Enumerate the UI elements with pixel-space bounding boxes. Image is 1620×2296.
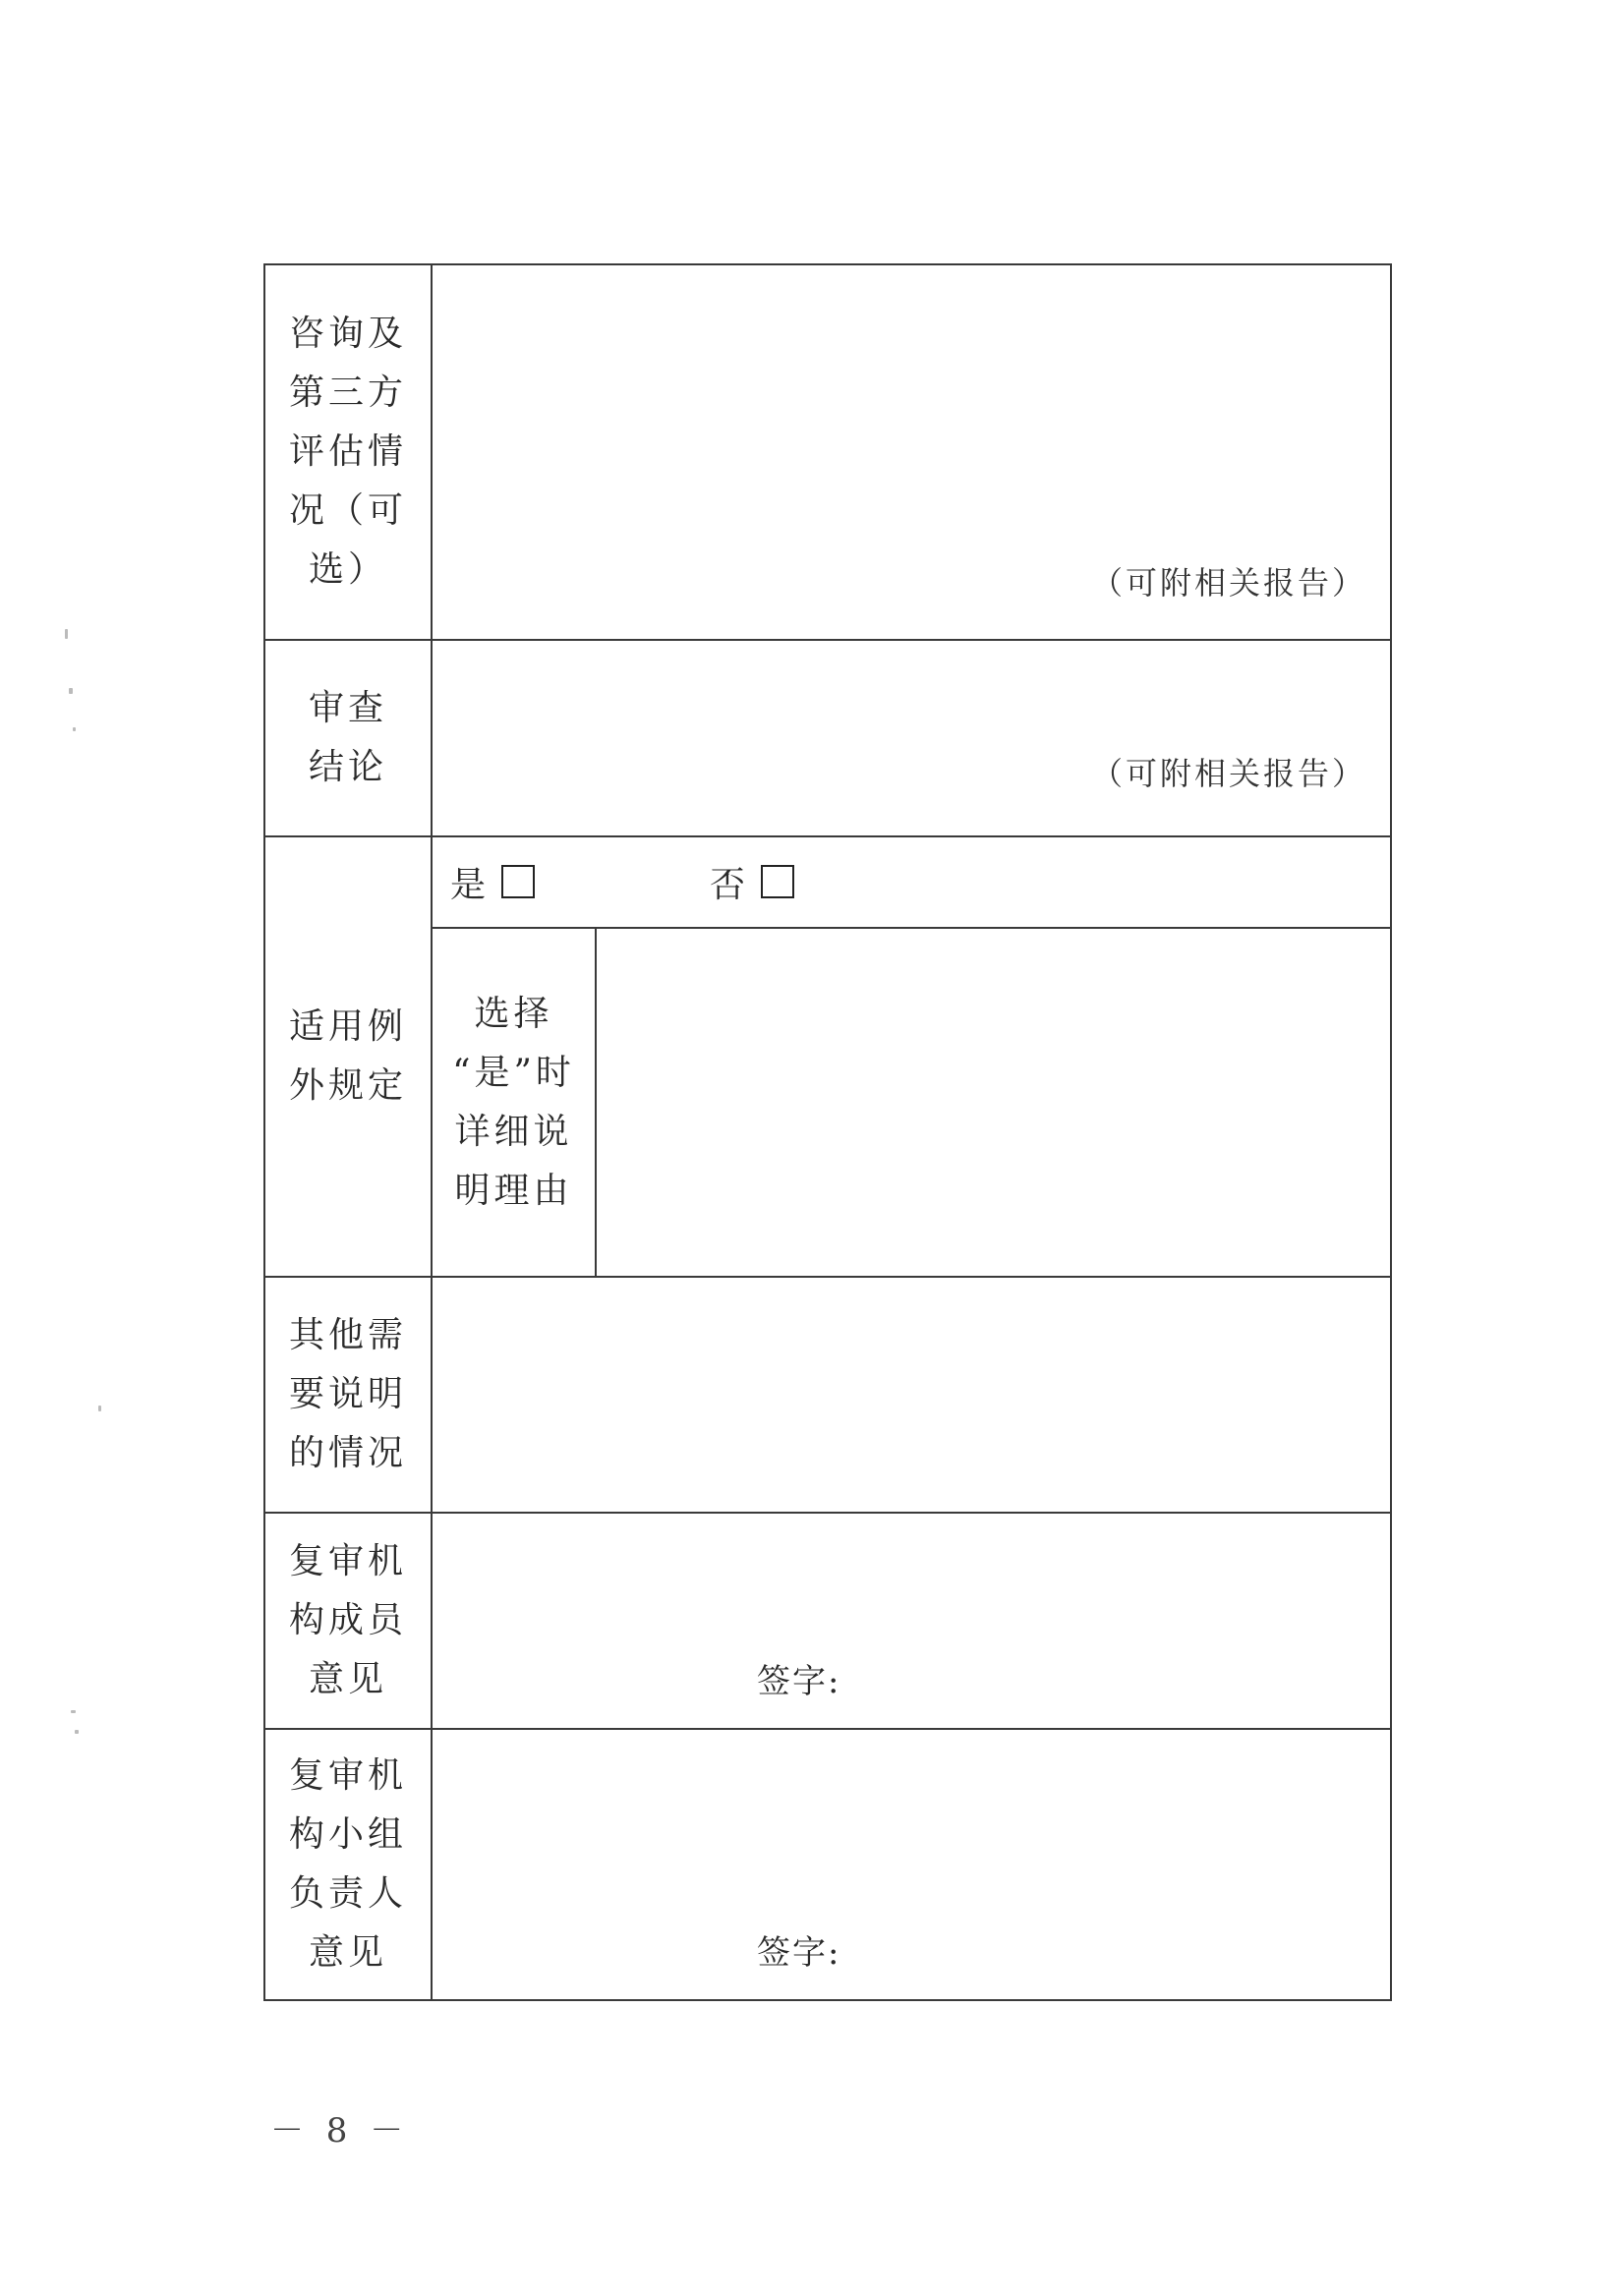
member-opinion-content[interactable] bbox=[432, 1513, 1391, 1729]
consulting-content[interactable] bbox=[432, 264, 1391, 640]
consulting-attachment-note: （可附相关报告） bbox=[1090, 564, 1366, 602]
scan-speck bbox=[65, 629, 68, 639]
exception-row bbox=[264, 836, 1391, 1277]
leader-opinion-label: 复审机 构小组 负责人 意见 bbox=[264, 1729, 432, 2000]
reason-content[interactable] bbox=[596, 928, 1390, 1276]
page-number: － 8 － bbox=[270, 2111, 410, 2151]
review-form-table bbox=[263, 263, 1392, 2001]
leader-opinion-row bbox=[264, 1729, 1391, 2000]
other-content[interactable] bbox=[432, 1277, 1391, 1513]
member-opinion-label: 复审机 构成员 意见 bbox=[264, 1513, 432, 1729]
consulting-label: 咨询及 第三方 评估情 况（可 选） bbox=[264, 264, 432, 640]
leader-opinion-content[interactable] bbox=[432, 1729, 1391, 2000]
leader-signature-label: 签字: bbox=[757, 1933, 841, 1973]
scan-speck bbox=[73, 727, 76, 731]
yes-option[interactable] bbox=[450, 837, 535, 926]
scan-speck bbox=[71, 1710, 76, 1713]
review-conclusion-row bbox=[264, 640, 1391, 836]
no-label: 否 bbox=[710, 864, 746, 905]
consulting-row bbox=[264, 264, 1391, 640]
scan-speck bbox=[98, 1406, 101, 1411]
no-option[interactable] bbox=[710, 837, 794, 926]
other-row bbox=[264, 1277, 1391, 1513]
exception-choice-row bbox=[433, 837, 1390, 928]
scan-speck bbox=[69, 688, 73, 694]
yes-label: 是 bbox=[450, 864, 487, 905]
member-opinion-row bbox=[264, 1513, 1391, 1729]
reason-label: 选择 “是”时 详细说 明理由 bbox=[433, 928, 596, 1276]
review-conclusion-label: 审查 结论 bbox=[264, 640, 432, 836]
exception-inner-table bbox=[433, 837, 1390, 1276]
exception-label: 适用例 外规定 bbox=[264, 836, 432, 1277]
exception-content bbox=[432, 836, 1391, 1277]
yes-checkbox[interactable] bbox=[501, 865, 535, 898]
other-label: 其他需 要说明 的情况 bbox=[264, 1277, 432, 1513]
review-conclusion-content[interactable] bbox=[432, 640, 1391, 836]
review-conclusion-attachment-note: （可附相关报告） bbox=[1090, 755, 1366, 792]
no-checkbox[interactable] bbox=[761, 865, 794, 898]
member-signature-label: 签字: bbox=[757, 1662, 841, 1701]
scan-speck bbox=[75, 1730, 79, 1734]
